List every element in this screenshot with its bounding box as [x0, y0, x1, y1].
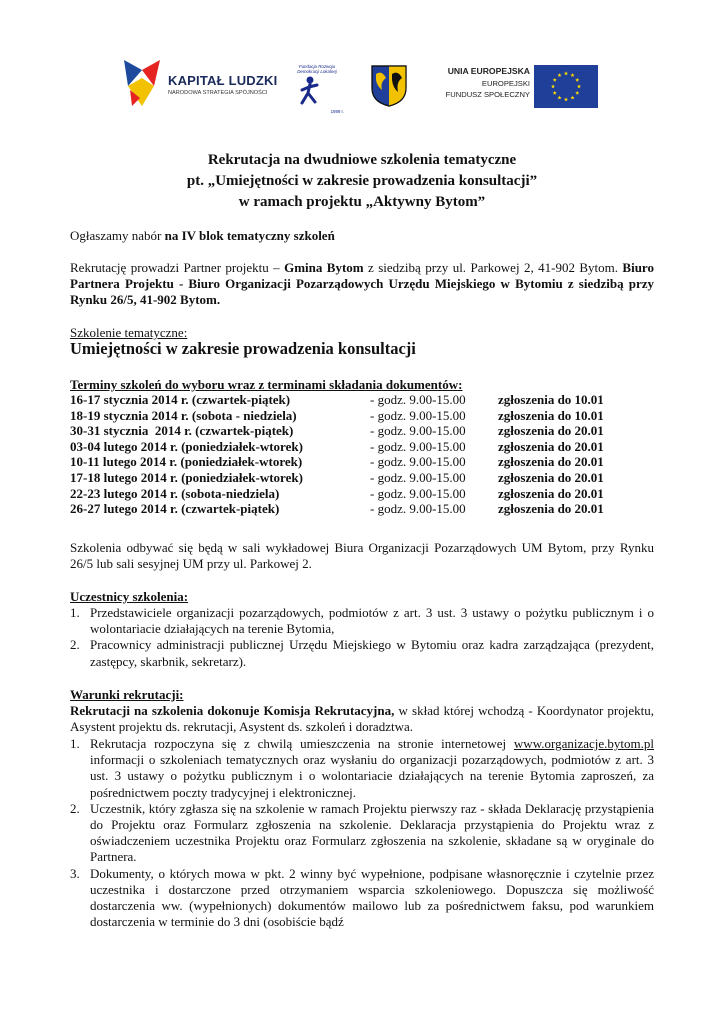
announcement-prefix: Ogłaszamy nabór [70, 228, 165, 243]
schedule-deadline: zgłoszenia do 20.01 [498, 485, 604, 501]
participants-list [70, 605, 654, 670]
kapital-ludzki-title: KAPITAŁ LUDZKI [168, 73, 278, 88]
recruit-p1: Rekrutację prowadzi Partner projektu – [70, 260, 285, 275]
list-item [70, 736, 661, 801]
schedule-dates: 30-31 stycznia 2014 r. (czwartek-piątek) [70, 423, 294, 439]
conditions-intro [70, 703, 654, 735]
eu-flag-icon [534, 65, 598, 108]
bytom-crest-logo [370, 64, 408, 108]
training-label: Szkolenie tematyczne: [70, 325, 188, 340]
schedule-deadline: zgłoszenia do 20.01 [498, 454, 604, 470]
recruit-p2-bold: Biuro Partnera Projektu - Biuro Organizacji Pozarządowych Urzędu Miejskiego w Bytomiu z siedzibą przy Rynku 26/5, 41-902 Bytom. [70, 260, 654, 308]
schedule-dates: 26-27 lutego 2014 r. (czwartek-piątek) [70, 501, 280, 517]
schedule-deadline: zgłoszenia do 10.01 [498, 392, 604, 407]
schedule-row [70, 454, 654, 470]
list-text: Pracownicy administracji publicznej Urzędu Miejskiego w Bytomiu oraz kadra zarządzająca (prezydent, zastępcy, skarbnik, sekretarz). [90, 637, 654, 669]
training-name: Umiejętności w zakresie prowadzenia konsultacji [70, 339, 416, 358]
conditions-intro-bold: Rekrutacji na szkolenia dokonuje Komisja Rekrutacyjna, [70, 703, 395, 718]
schedule-deadline: zgłoszenia do 20.01 [498, 469, 604, 485]
fundacja-year: 1989 r. [330, 109, 344, 114]
kapital-ludzki-star-icon [120, 56, 164, 110]
schedule-row [70, 439, 654, 455]
list-number: 1. [70, 605, 80, 620]
title-line-1: Rekrutacja na dwudniowe szkolenia tematyczne [207, 152, 517, 168]
schedule-row [70, 501, 654, 517]
schedule-deadline: zgłoszenia do 20.01 [498, 501, 604, 517]
ue-line3: FUNDUSZ SPOŁECZNY [445, 90, 530, 99]
recruitment-info [70, 260, 654, 309]
conditions-intro-text: w skład której wchodzą - Koordynator projektu, Asystent projektu ds. rekrutacji, Asystent ds. szkoleń i doradztwa. [70, 703, 654, 735]
schedule-deadline: zgłoszenia do 20.01 [498, 438, 604, 454]
announcement-bold: na IV blok tematyczny szkoleń [164, 228, 335, 243]
list-number: 2. [70, 800, 80, 816]
fundacja-name: Fundacja Rozwoju Demokracji Lokalnej [297, 64, 337, 74]
schedule-dates: 17-18 lutego 2014 r. (poniedziałek-wtorek) [70, 469, 303, 485]
ue-line2: EUROPEJSKI [481, 79, 530, 88]
list-number: 1. [70, 736, 80, 751]
running-figure-icon [298, 76, 322, 106]
schedule-row [70, 408, 654, 424]
crest-icon [370, 64, 408, 108]
schedule-hours: - godz. 9.00-15.00 [370, 407, 466, 423]
list-item [70, 866, 654, 931]
schedule-row [70, 486, 654, 502]
list-number: 3. [70, 865, 80, 881]
title-line-3: w ramach projektu „Aktywny Bytom” [238, 194, 486, 210]
list-item [70, 605, 654, 637]
schedule-hours: - godz. 9.00-15.00 [370, 438, 466, 454]
schedule-hours: - godz. 9.00-15.00 [370, 469, 466, 485]
participants-heading: Uczestnicy szkolenia: [70, 589, 189, 604]
schedule-hours: - godz. 9.00-15.00 [370, 423, 466, 439]
unia-europejska-logo [432, 62, 602, 110]
recruit-p1-bold: Gmina Bytom [284, 260, 364, 275]
list-item [70, 801, 654, 866]
schedule-hours: - godz. 9.00-15.00 [370, 454, 466, 470]
schedule-dates: 18-19 stycznia 2014 r. (sobota - niedziela) [70, 407, 297, 423]
fundacja-logo [290, 64, 344, 114]
schedule-row [70, 392, 654, 408]
schedule-heading: Terminy szkoleń do wyboru wraz z terminami składania dokumentów: [70, 377, 463, 392]
schedule-dates: 16-17 stycznia 2014 r. (czwartek-piątek) [70, 392, 291, 407]
schedule-row [70, 470, 654, 486]
schedule-dates: 10-11 lutego 2014 r. (poniedziałek-wtorek) [70, 454, 303, 470]
recruit-p2: z siedzibą przy ul. Parkowej 2, 41-902 Bytom. [363, 260, 623, 275]
schedule-dates: 22-23 lutego 2014 r. (sobota-niedziela) [70, 485, 280, 501]
list-text: informacji o szkoleniach tematycznych oraz wysłaniu do organizacji pozarządowych, podmiotów z art. 3 ust. 3 ustawy o pożytku publicznym i o wolontariacie działających na terenie Bytomia zaproszeń, za pośrednictwem poczty tradycyjnej i elektronicznej. [90, 736, 661, 800]
schedule-row [70, 423, 654, 439]
organizacje-link[interactable]: www.organizacje.bytom.pl [513, 736, 654, 751]
announcement [70, 228, 654, 244]
list-number: 2. [70, 637, 80, 653]
conditions-heading: Warunki rekrutacji: [70, 687, 184, 702]
schedule-deadline: zgłoszenia do 20.01 [498, 423, 604, 439]
list-text: Rekrutacja rozpoczyna się z chwilą umieszczenia na stronie internetowej [90, 736, 514, 751]
kapital-ludzki-subtitle: NARODOWA STRATEGIA SPÓJNOŚCI [168, 90, 268, 96]
schedule-hours: - godz. 9.00-15.00 [370, 501, 466, 517]
schedule-hours: - godz. 9.00-15.00 [370, 485, 466, 501]
list-item [70, 637, 654, 669]
location-paragraph: Szkolenia odbywać się będą w sali wykładowej Biura Organizacji Pozarządowych UM Bytom, przy Rynku 26/5 lub sali sesyjnej UM przy ul. Parkowej 2. [70, 540, 654, 572]
logo-bar [114, 44, 606, 124]
schedule-table [70, 392, 654, 517]
ue-line1: UNIA EUROPEJSKA [447, 66, 530, 76]
schedule-deadline: zgłoszenia do 10.01 [498, 407, 604, 423]
schedule-hours: - godz. 9.00-15.00 [370, 392, 466, 407]
document-title [70, 150, 654, 213]
list-text: Dokumenty, o których mowa w pkt. 2 winny być wypełnione, podpisane własnoręcznie i czytelnie przez uczestnika i dostarczone przed otrzymaniem wsparcia szkoleniowego. Dopuszcza się możliwość dostarczenia ww. (wypełnionych) dokumentów mailowo lub za pośrednictwem faksu, pod warunkiem dostarczenia w terminie do 3 dni (osobiście bądź [90, 865, 654, 930]
kapital-ludzki-logo [120, 56, 278, 110]
conditions-list [70, 736, 661, 930]
title-line-2: pt. „Umiejętności w zakresie prowadzenia konsultacji” [186, 173, 538, 189]
schedule-dates: 03-04 lutego 2014 r. (poniedziałek-wtorek) [70, 438, 303, 454]
list-text: Uczestnik, który zgłasza się na szkolenie w ramach Projektu pierwszy raz - składa Deklarację przystąpienia do Projektu oraz Formularz zgłoszenia na szkolenie. Deklaracja przystąpienia do Projektu wraz z oświadczeniem uczestnika Projektu oraz Formularz zgłoszenia na szkolenie, składane są w oryginale do Partnera. [90, 800, 654, 865]
list-text: Przedstawiciele organizacji pozarządowych, podmiotów z art. 3 ust. 3 ustawy o pożytku publicznym i o wolontariacie działających na terenie Bytomia, [90, 605, 654, 637]
